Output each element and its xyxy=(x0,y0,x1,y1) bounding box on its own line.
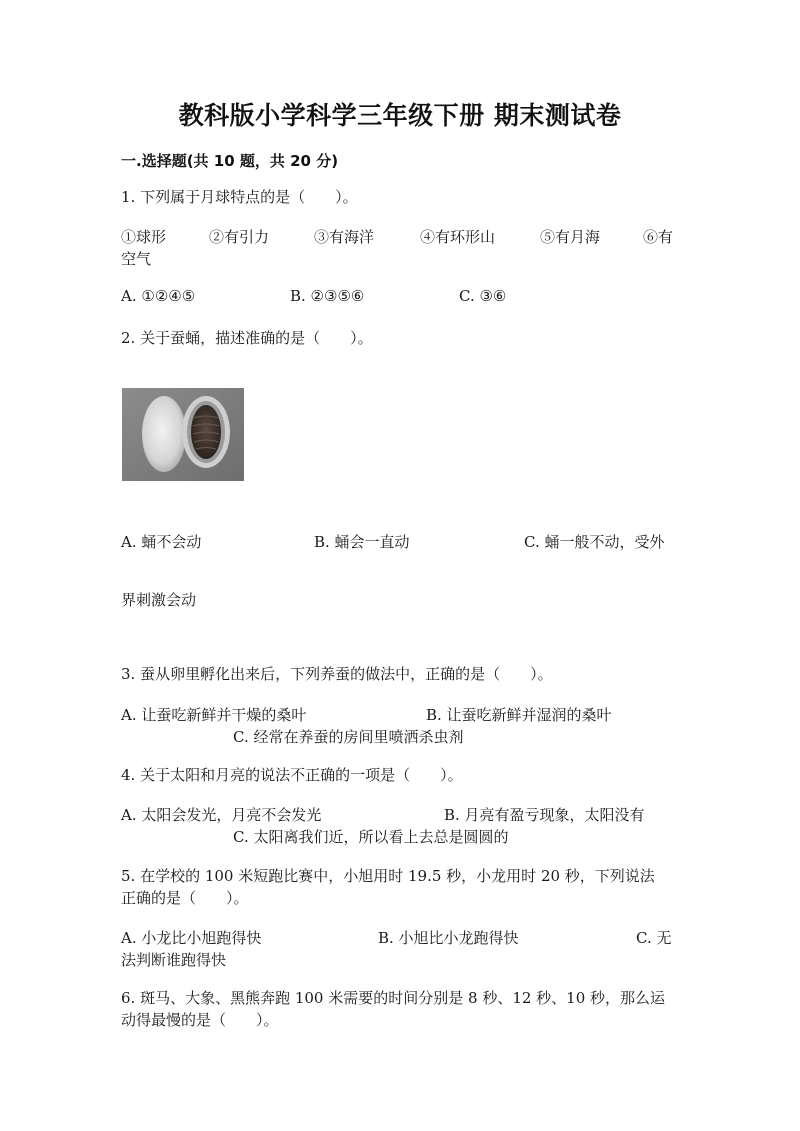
question-6-stem: 6. 斑马、大象、黑熊奔跑 100 米需要的时间分别是 8 秒、12 秒、10 秒，那么运 xyxy=(121,989,666,1007)
question-3-stem: 3. 蚕从卵里孵化出来后，下列养蚕的做法中，正确的是（ ）。 xyxy=(121,665,553,683)
q1-item-wrap: 空气 xyxy=(121,250,152,268)
q2-option-a: A. 蛹不会动 xyxy=(121,533,202,551)
q1-option-c: C. ③⑥ xyxy=(459,287,507,305)
q1-item: ④有环形山 xyxy=(420,228,496,246)
q1-item: ⑤有月海 xyxy=(540,228,601,246)
q2-option-wrap: 界刺激会动 xyxy=(121,591,197,609)
q4-option-b: B. 月亮有盈亏现象，太阳没有 xyxy=(444,806,645,824)
q1-option-a: A. ①②④⑤ xyxy=(121,287,196,305)
silkworm-pupa-photo xyxy=(122,388,244,481)
question-2-stem: 2. 关于蚕蛹，描述准确的是（ ）。 xyxy=(121,329,373,347)
q5-option-a: A. 小龙比小旭跑得快 xyxy=(121,929,262,947)
q3-option-c: C. 经常在养蚕的房间里喷洒杀虫剂 xyxy=(233,728,464,746)
q2-option-b: B. 蛹会一直动 xyxy=(314,533,410,551)
q3-option-a: A. 让蚕吃新鲜并干燥的桑叶 xyxy=(121,706,307,724)
question-5-stem: 5. 在学校的 100 米短跑比赛中，小旭用时 19.5 秒，小龙用时 20 秒，下列说法 xyxy=(121,867,655,885)
q3-option-b: B. 让蚕吃新鲜并湿润的桑叶 xyxy=(426,706,612,724)
q5-option-wrap: 法判断谁跑得快 xyxy=(121,951,227,969)
q4-option-c: C. 太阳离我们近，所以看上去总是圆圆的 xyxy=(233,828,509,846)
q1-option-b: B. ②③⑤⑥ xyxy=(290,287,365,305)
q2-option-c: C. 蛹一般不动，受外 xyxy=(524,533,665,551)
q1-item: ②有引力 xyxy=(209,228,270,246)
q5-option-b: B. 小旭比小龙跑得快 xyxy=(378,929,519,947)
question-5-stem-wrap: 正确的是（ ）。 xyxy=(121,889,249,907)
page-title: 教科版小学科学三年级下册 期末测试卷 xyxy=(178,101,622,130)
q1-item: ①球形 xyxy=(121,228,167,246)
q4-option-a: A. 太阳会发光，月亮不会发光 xyxy=(121,806,322,824)
section-heading: 一.选择题(共 10 题，共 20 分) xyxy=(121,152,339,170)
question-4-stem: 4. 关于太阳和月亮的说法不正确的一项是（ ）。 xyxy=(121,766,463,784)
question-6-stem-wrap: 动得最慢的是（ ）。 xyxy=(121,1011,279,1029)
q1-item: ⑥有 xyxy=(643,228,674,246)
q5-option-c: C. 无 xyxy=(636,929,672,947)
question-1-stem: 1. 下列属于月球特点的是（ ）。 xyxy=(121,188,358,206)
q1-item: ③有海洋 xyxy=(314,228,375,246)
